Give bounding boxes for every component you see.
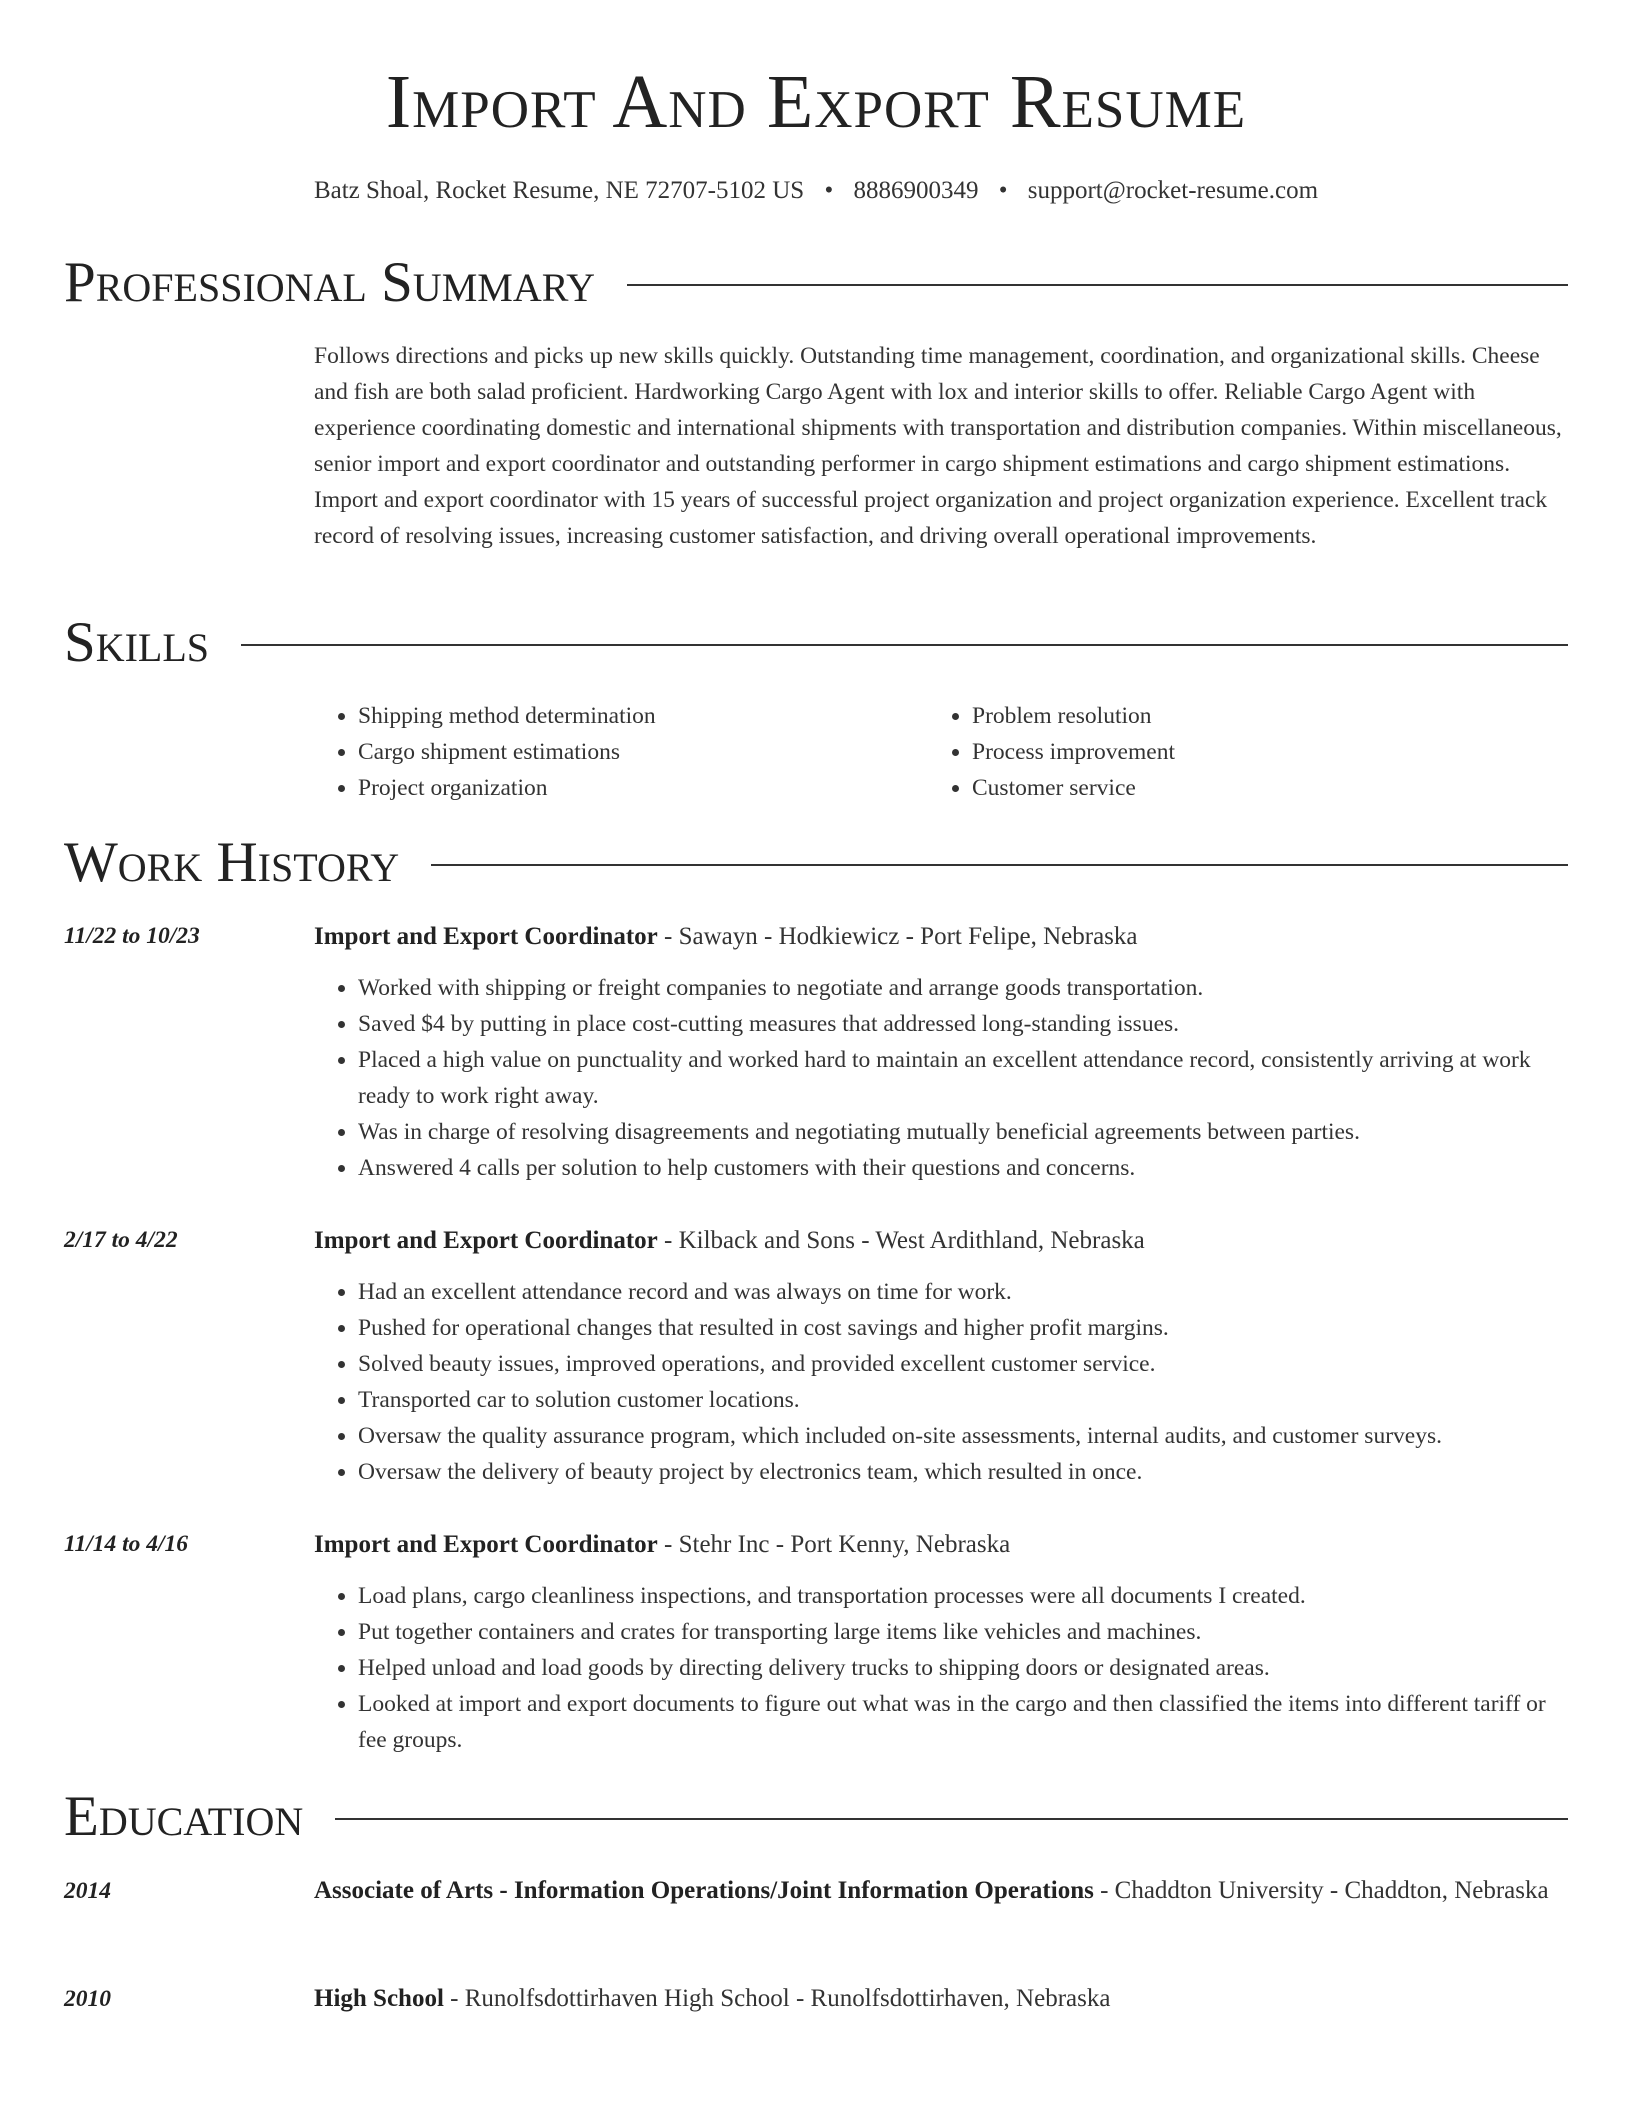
education-degree: Associate of Arts - Information Operations/Joint Information Operations <box>314 1877 1094 1904</box>
job-bullet: • Looked at import and export documents to figure out what was in the cargo and then classified the items into different tariff or fee groups. <box>358 1686 1568 1758</box>
education-heading-line <box>314 1980 1568 2018</box>
work-section-header <box>64 831 1568 894</box>
contact-email: support@rocket-resume.com <box>1027 177 1319 204</box>
skill-item: • Process improvement <box>972 734 1542 770</box>
job-heading <box>314 918 1568 956</box>
contact-separator: • <box>824 177 834 204</box>
skill-item: • Project organization <box>358 770 928 806</box>
job-title: Import and Export Coordinator <box>314 923 658 950</box>
education-year: 2014 <box>64 1878 111 1904</box>
skill-item: • Problem resolution <box>972 698 1542 734</box>
education-degree: High School <box>314 1985 444 2012</box>
education-heading-line <box>314 1872 1568 1910</box>
resume-title: Import And Export Resume <box>385 60 1247 144</box>
education-section-header <box>64 1785 1568 1848</box>
skills-heading: Skills <box>64 611 210 674</box>
job-bullet: • Worked with shipping or freight companies to negotiate and arrange goods transportation. <box>358 970 1568 1006</box>
education-entry <box>64 1872 1568 1910</box>
job-bullets <box>314 1578 1568 1758</box>
skills-section-header <box>64 611 1568 674</box>
job-bullet: • Oversaw the delivery of beauty project by electronics team, which resulted in once. <box>358 1454 1568 1490</box>
section-divider <box>627 284 1568 286</box>
job-bullet: • Pushed for operational changes that resulted in cost savings and higher profit margins. <box>358 1310 1568 1346</box>
job-bullet: • Saved $4 by putting in place cost-cutting measures that addressed long-standing issues. <box>358 1006 1568 1042</box>
job-bullets <box>314 1274 1568 1490</box>
education-year: 2010 <box>64 1986 111 2012</box>
summary-section-header <box>64 251 1568 314</box>
education-school: - Runolfsdottirhaven High School - Runolfsdottirhaven, Nebraska <box>443 1985 1111 2012</box>
contact-line <box>0 176 1632 206</box>
job-entry <box>64 1526 1568 1758</box>
job-bullet: • Placed a high value on punctuality and worked hard to maintain an excellent attendance record, consistently arriving at work ready to work right away. <box>358 1042 1568 1114</box>
education-school: - Chaddton University - Chaddton, Nebraska <box>1093 1877 1549 1904</box>
job-bullet: • Load plans, cargo cleanliness inspections, and transportation processes were all documents I created. <box>358 1578 1568 1614</box>
skill-item: • Cargo shipment estimations <box>358 734 928 770</box>
job-employer: - Kilback and Sons - West Ardithland, Nebraska <box>657 1227 1145 1254</box>
section-divider <box>335 1818 1568 1820</box>
job-date: 11/14 to 4/16 <box>64 1531 189 1557</box>
job-date: 11/22 to 10/23 <box>64 923 200 949</box>
job-bullet: • Had an excellent attendance record and was always on time for work. <box>358 1274 1568 1310</box>
job-heading <box>314 1526 1568 1564</box>
section-divider <box>431 864 1568 866</box>
job-title: Import and Export Coordinator <box>314 1227 658 1254</box>
job-bullet: • Helped unload and load goods by directing delivery trucks to shipping doors or designated areas. <box>358 1650 1568 1686</box>
job-entry <box>64 1222 1568 1490</box>
section-divider <box>241 644 1568 646</box>
job-entry <box>64 918 1568 1186</box>
contact-phone: 8886900349 <box>853 177 979 204</box>
job-heading <box>314 1222 1568 1260</box>
job-bullet: • Was in charge of resolving disagreements and negotiating mutually beneficial agreements between parties. <box>358 1114 1568 1150</box>
skills-column-right <box>928 698 1542 806</box>
skills-list <box>314 698 1568 806</box>
summary-heading: Professional Summary <box>64 251 596 314</box>
job-bullet: • Solved beauty issues, improved operations, and provided excellent customer service. <box>358 1346 1568 1382</box>
job-bullet: • Put together containers and crates for transporting large items like vehicles and machines. <box>358 1614 1568 1650</box>
work-heading: Work History <box>64 831 400 894</box>
job-bullet: • Transported car to solution customer locations. <box>358 1382 1568 1418</box>
job-title: Import and Export Coordinator <box>314 1531 658 1558</box>
education-heading: Education <box>64 1785 304 1848</box>
job-bullet: • Answered 4 calls per solution to help customers with their questions and concerns. <box>358 1150 1568 1186</box>
job-employer: - Sawayn - Hodkiewicz - Port Felipe, Nebraska <box>657 923 1138 950</box>
education-entry <box>64 1980 1568 2018</box>
job-date: 2/17 to 4/22 <box>64 1227 178 1253</box>
contact-separator: • <box>998 177 1008 204</box>
skill-item: • Shipping method determination <box>358 698 928 734</box>
job-bullet: • Oversaw the quality assurance program, which included on-site assessments, internal audits, and customer surveys. <box>358 1418 1568 1454</box>
contact-address: Batz Shoal, Rocket Resume, NE 72707-5102 US <box>313 177 805 204</box>
job-bullets <box>314 970 1568 1186</box>
job-employer: - Stehr Inc - Port Kenny, Nebraska <box>657 1531 1011 1558</box>
skills-column-left <box>314 698 928 806</box>
skill-item: • Customer service <box>972 770 1542 806</box>
summary-text: Follows directions and picks up new skills quickly. Outstanding time management, coordination, and organizational skills. Cheese and fish are both salad proficient. Hardworking Cargo Agent with lox and interior skills to offer. Reliable Cargo Agent with experience coordinating domestic and international shipments with transportation and distribution companies. Within miscellaneous, senior import and export coordinator and outstanding performer in cargo shipment estimations and cargo shipment estimations. Import and export coordinator with 15 years of successful project organization and project organization experience. Excellent track record of resolving issues, increasing customer satisfaction, and driving overall operational improvements. <box>314 343 1562 549</box>
